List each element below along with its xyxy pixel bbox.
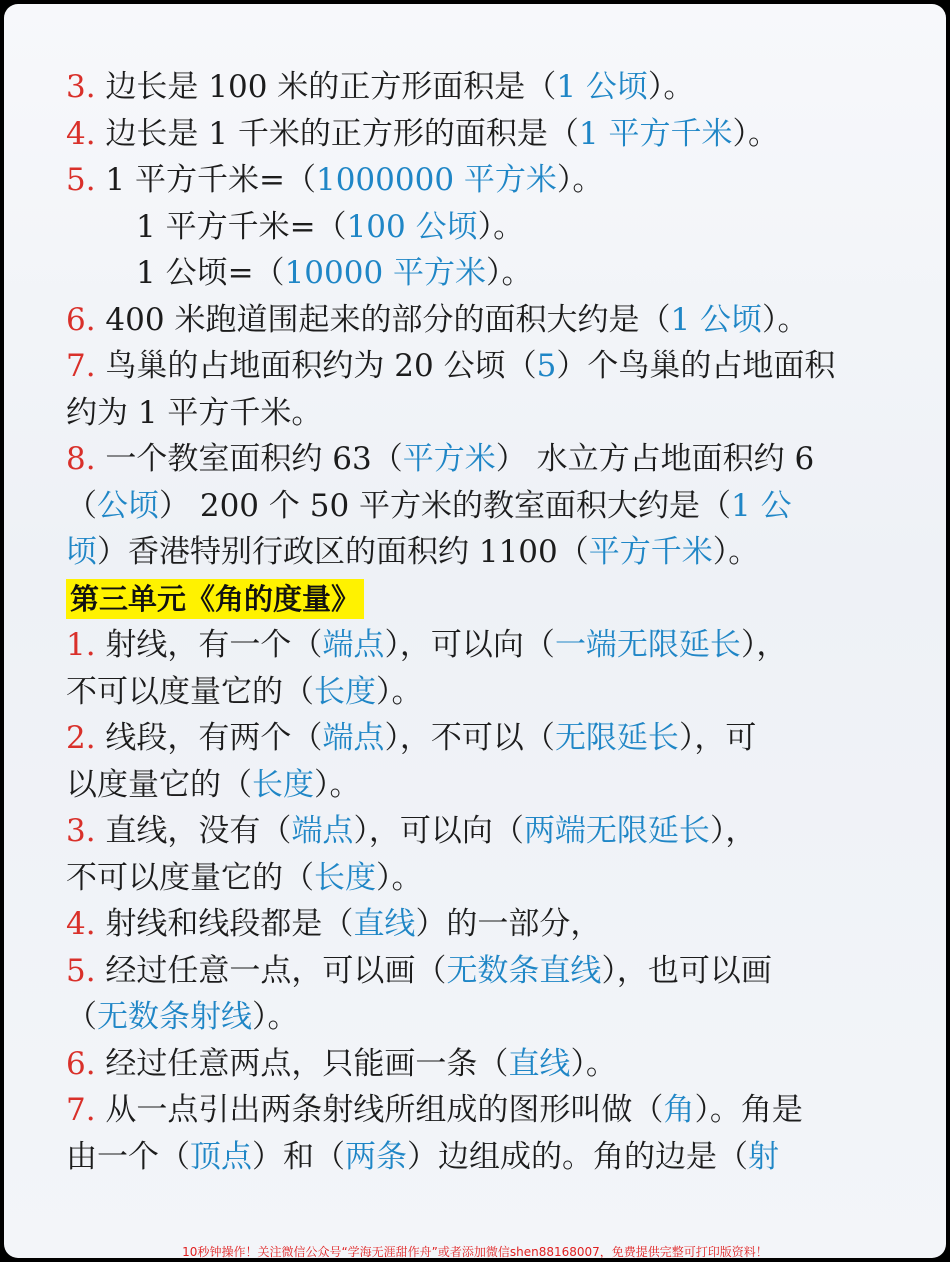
question-text: 射线和线段都是（ <box>95 906 354 942</box>
question-text: ）。 <box>762 301 809 338</box>
text-line <box>66 1087 906 1134</box>
question-text: 由一个（ <box>66 1138 190 1175</box>
answer-text: 长度 <box>252 766 314 803</box>
answer-text: 长度 <box>314 859 376 896</box>
question-text: 一个教室面积约 63（ <box>95 441 403 477</box>
text-line <box>66 1041 906 1088</box>
text-line <box>66 250 906 297</box>
answer-text: 顶点 <box>190 1138 252 1175</box>
text-line <box>66 808 906 855</box>
answer-text: 端点 <box>322 720 385 756</box>
question-text: 约为 1 平方千米。 <box>66 394 323 431</box>
answer-text: 长度 <box>314 673 376 710</box>
item-number: 2. <box>66 720 96 756</box>
answer-text: 直线 <box>353 906 416 942</box>
question-text: （ <box>66 487 97 524</box>
item-number: 3. <box>66 813 96 849</box>
document-body <box>66 64 906 1180</box>
question-text: 不可以度量它的（ <box>66 859 314 896</box>
question-text: ）个鸟巢的占地面积 <box>556 348 836 384</box>
answer-text: 无数条射线 <box>97 999 252 1035</box>
question-text: 以度量它的（ <box>66 766 252 803</box>
question-text: 从一点引出两条射线所组成的图形叫做（ <box>95 1092 664 1128</box>
text-line <box>66 994 906 1041</box>
question-text: ）， <box>740 627 788 663</box>
text-line <box>66 762 906 809</box>
answer-text: 两条 <box>345 1138 407 1175</box>
text-line <box>66 157 906 204</box>
item-number: 6. <box>66 301 96 338</box>
question-text: ）。 <box>712 534 760 570</box>
question-text: ）。 <box>477 208 525 245</box>
answer-text: 一端无限延长 <box>554 627 741 663</box>
answer-text: 无数条直线 <box>446 952 602 989</box>
question-text: 1 平方千米=（ <box>136 208 347 245</box>
item-number: 3. <box>66 69 96 105</box>
text-line <box>66 669 906 716</box>
answer-text: 1 公顷 <box>670 301 763 338</box>
answer-text: 1 平方千米 <box>578 115 733 152</box>
question-text: 射线，有一个（ <box>95 627 323 663</box>
answer-text: 直线 <box>508 1045 571 1082</box>
answer-text: 端点 <box>322 627 385 663</box>
item-number: 8. <box>66 441 96 477</box>
question-text: 400 米跑道围起来的部分的面积大约是（ <box>95 301 671 338</box>
question-text: ）， <box>709 813 757 849</box>
question-text: ）和（ <box>252 1138 345 1175</box>
question-text: ）。 <box>486 255 533 291</box>
question-text: （ <box>66 999 97 1035</box>
item-number: 4. <box>66 115 96 152</box>
question-text: 1 公顷=（ <box>136 255 285 291</box>
item-number: 7. <box>66 348 96 384</box>
question-text: 鸟巢的占地面积约为 20 公顷（ <box>95 348 537 384</box>
item-number: 6. <box>66 1045 96 1082</box>
question-text: ）。 <box>556 162 604 198</box>
question-text: ），可 <box>678 720 757 756</box>
text-line <box>66 297 906 344</box>
question-text: ）。 <box>376 673 423 710</box>
question-text: ），可以向（ <box>384 627 555 663</box>
text-line <box>66 529 906 576</box>
text-line <box>66 1134 906 1181</box>
question-text: 经过任意一点，可以画（ <box>95 952 447 989</box>
question-text: ） 200 个 50 平方米的教室面积大约是（ <box>159 487 732 524</box>
item-number: 7. <box>66 1092 96 1128</box>
text-line <box>66 483 906 530</box>
item-number: 5. <box>66 952 96 989</box>
answer-text: 10000 平方米 <box>284 255 487 291</box>
question-text: 1 平方千米=（ <box>95 162 316 198</box>
question-text: ）。 <box>376 859 423 896</box>
text-line <box>66 64 906 111</box>
question-text: ）。 <box>252 999 299 1035</box>
answer-text: 1 公顷 <box>556 69 648 105</box>
question-text: ）。 <box>732 115 779 152</box>
answer-text: 无限延长 <box>554 720 679 756</box>
text-line <box>66 715 906 762</box>
question-text: ）。角是 <box>694 1092 803 1128</box>
document-page <box>4 4 946 1258</box>
item-number: 4. <box>66 906 96 942</box>
answer-text: 平方米 <box>402 441 496 477</box>
section-heading-row <box>66 576 906 623</box>
answer-text: 1 公 <box>731 487 792 524</box>
footer-watermark: 10秒钟操作！关注微信公众号“学海无涯甜作舟”或者添加微信shen88168007，免费提供完整可打印版资料！ <box>182 1245 768 1258</box>
question-text: ）的一部分， <box>415 906 602 942</box>
question-text: 边长是 100 米的正方形面积是（ <box>95 69 557 105</box>
answer-text: 射 <box>748 1138 779 1175</box>
answer-text: 1000000 平方米 <box>315 162 557 198</box>
question-text: 直线，没有（ <box>95 813 292 849</box>
text-line <box>66 436 906 483</box>
text-line <box>66 390 906 437</box>
question-text: 边长是 1 千米的正方形的面积是（ <box>95 115 579 152</box>
section-heading: 第三单元《角的度量》 <box>66 579 364 619</box>
question-text: ），可以向（ <box>353 813 524 849</box>
text-line <box>66 855 906 902</box>
question-text: ）。 <box>314 766 361 803</box>
answer-text: 100 公顷 <box>346 208 478 245</box>
question-text: ）边组成的。角的边是（ <box>407 1138 748 1175</box>
question-text: ）。 <box>570 1045 617 1082</box>
answer-text: 公顷 <box>97 487 159 524</box>
text-line <box>66 343 906 390</box>
text-line <box>66 204 906 251</box>
text-line <box>66 111 906 158</box>
answer-text: 两端无限延长 <box>523 813 710 849</box>
question-text: ）香港特别行政区的面积约 1100（ <box>97 534 589 570</box>
answer-text: 角 <box>663 1092 695 1128</box>
answer-text: 顷 <box>66 534 97 570</box>
question-text: 不可以度量它的（ <box>66 673 314 710</box>
question-text: ） 水立方占地面积约 6 <box>495 441 815 477</box>
answer-text: 端点 <box>291 813 354 849</box>
text-line <box>66 901 906 948</box>
question-text: ），不可以（ <box>384 720 555 756</box>
question-text: 经过任意两点，只能画一条（ <box>95 1045 509 1082</box>
item-number: 5. <box>66 162 96 198</box>
question-text: ），也可以画 <box>601 952 772 989</box>
text-line <box>66 622 906 669</box>
text-line <box>66 948 906 995</box>
question-text: ）。 <box>647 69 695 105</box>
answer-text: 5 <box>536 348 557 384</box>
question-text: 线段，有两个（ <box>95 720 323 756</box>
answer-text: 平方千米 <box>588 534 713 570</box>
item-number: 1. <box>66 627 96 663</box>
